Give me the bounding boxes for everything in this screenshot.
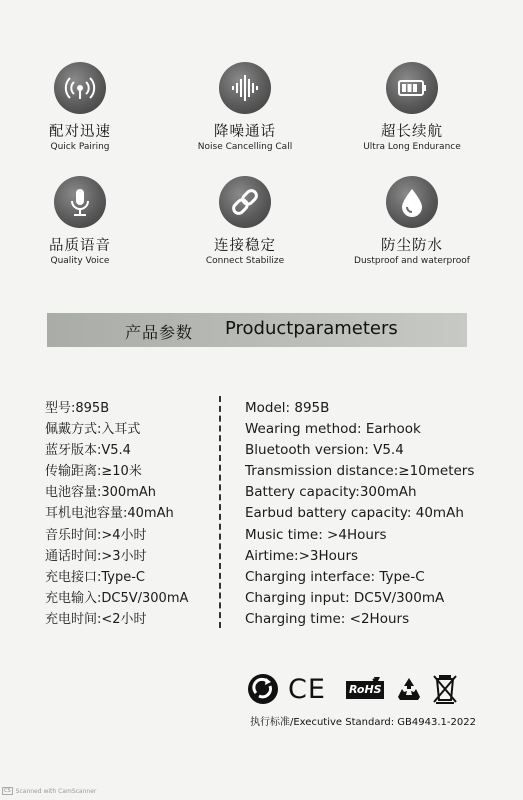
feature-title-en: Ultra Long Endurance bbox=[363, 142, 461, 152]
param-en-row: Model: 895B bbox=[245, 400, 330, 416]
crossed-bin-icon bbox=[432, 672, 458, 706]
param-cn-row: 充电接口:Type-C bbox=[45, 569, 146, 585]
feature-title-cn: 配对迅速 bbox=[49, 124, 111, 140]
feature-title-cn: 连接稳定 bbox=[214, 238, 276, 254]
feature-title-en: Connect Stabilize bbox=[205, 256, 285, 266]
feature-connect-stabilize bbox=[170, 176, 320, 266]
ce-mark bbox=[288, 672, 326, 706]
rohs-mark bbox=[345, 672, 385, 706]
param-cn-row: 音乐时间:>4小时 bbox=[45, 527, 147, 543]
microphone-icon bbox=[54, 176, 106, 228]
param-en-row: Music time: >4Hours bbox=[245, 526, 387, 543]
param-cn-row: 蓝牙版本:V5.4 bbox=[45, 443, 131, 459]
feature-dustproof-waterproof bbox=[337, 176, 487, 266]
feature-title-en: Quality Voice bbox=[50, 256, 110, 266]
product-parameters-banner bbox=[47, 313, 467, 347]
param-cn-row: 充电时间:<2小时 bbox=[45, 611, 147, 627]
param-cn-row: 型号:895B bbox=[45, 401, 110, 416]
banner-title-cn: 产品参数 bbox=[125, 323, 194, 342]
link-icon bbox=[219, 176, 271, 228]
camscanner-logo: CS bbox=[4, 788, 11, 794]
feature-title-en: Quick Pairing bbox=[50, 142, 110, 152]
param-en-row: Earbud battery capacity: 40mAh bbox=[245, 505, 464, 522]
param-en-row: Airtime:>3Hours bbox=[245, 547, 359, 564]
banner-title-en: Productparameters bbox=[225, 318, 398, 339]
recycle-triangle-icon bbox=[395, 672, 423, 706]
ce-mark-text: CE bbox=[288, 673, 326, 705]
feature-ultra-long-endurance bbox=[337, 62, 487, 152]
param-en-row: Charging interface: Type-C bbox=[245, 568, 425, 585]
parameters-cn-list bbox=[45, 398, 188, 630]
rohs-mark-text: RoHS bbox=[349, 683, 382, 696]
battery-icon bbox=[386, 62, 438, 114]
param-cn-row: 传输距离:≥10米 bbox=[45, 464, 142, 480]
param-cn-row: 通话时间:>3小时 bbox=[45, 548, 147, 564]
column-divider bbox=[219, 396, 221, 628]
param-en-row: Bluetooth version: V5.4 bbox=[245, 442, 404, 459]
param-en-row: Wearing method: Earhook bbox=[245, 421, 421, 438]
sound-wave-icon bbox=[219, 62, 271, 114]
param-en-row: Transmission distance:≥10meters bbox=[245, 463, 475, 480]
feature-quick-pairing bbox=[5, 62, 155, 152]
feature-title-cn: 超长续航 bbox=[381, 124, 443, 140]
param-cn-row: 佩戴方式:入耳式 bbox=[45, 422, 141, 438]
param-cn-row: 耳机电池容量:40mAh bbox=[45, 506, 174, 522]
feature-title-cn: 降噪通话 bbox=[214, 124, 276, 140]
param-en-row: Battery capacity:300mAh bbox=[245, 484, 417, 501]
scanner-watermark bbox=[2, 787, 96, 795]
feature-title-cn: 品质语音 bbox=[49, 238, 111, 254]
executive-standard: 执行标准/Executive Standard: GB4943.1-2022 bbox=[250, 717, 476, 728]
broadcast-icon bbox=[54, 62, 106, 114]
param-cn-row: 电池容量:300mAh bbox=[45, 485, 156, 501]
parameters-en-list bbox=[245, 398, 474, 630]
water-drop-icon bbox=[386, 176, 438, 228]
recycle-arrow-icon bbox=[247, 672, 279, 706]
feature-title-en: Dustproof and waterproof bbox=[354, 256, 470, 266]
param-en-row: Charging time: <2Hours bbox=[245, 610, 410, 627]
param-cn-row: 充电输入:DC5V/300mA bbox=[45, 590, 189, 606]
feature-title-en: Noise Cancelling Call bbox=[197, 142, 293, 152]
feature-noise-cancelling bbox=[170, 62, 320, 152]
scanner-text: Scanned with CamScanner bbox=[15, 787, 97, 795]
param-en-row: Charging input: DC5V/300mA bbox=[245, 589, 445, 606]
feature-title-cn: 防尘防水 bbox=[381, 238, 443, 254]
feature-quality-voice bbox=[5, 176, 155, 266]
